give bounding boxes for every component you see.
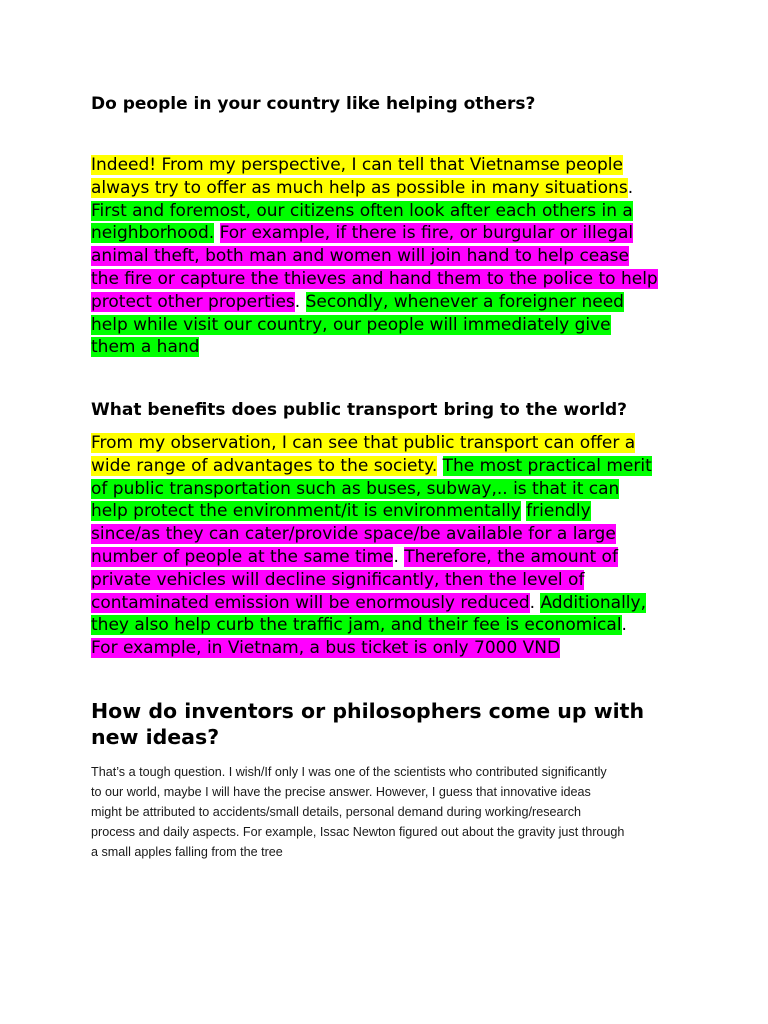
question-helping-others: Do people in your country like helping others? (91, 94, 536, 114)
highlighted-text: wide range of advantages to the society. (91, 455, 438, 476)
answer-line: might be attributed to accidents/small details, personal demand during working/research (91, 805, 582, 819)
plain-text: . (621, 615, 627, 636)
highlighted-text: them a hand (91, 337, 200, 358)
highlighted-text: Additionally, (540, 592, 646, 613)
plain-text: . (393, 546, 405, 567)
highlighted-text: since/as they can cater/provide space/be available for a large (91, 524, 616, 545)
answer-line: a small apples falling from the tree (91, 845, 283, 859)
highlighted-text: For example, in Vietnam, a bus ticket is only 7000 VND (91, 638, 561, 659)
highlighted-text: they also help curb the traffic jam, and their fee is economical (91, 615, 622, 636)
highlighted-text: friendly (526, 501, 591, 522)
question-new-ideas-line: How do inventors or philosophers come up with (91, 699, 645, 723)
answer-line: to our world, maybe I will have the precise answer. However, I guess that innovative ideas (91, 785, 591, 799)
answer-line (91, 222, 691, 245)
highlighted-text: contaminated emission will be enormously reduced (91, 592, 530, 613)
highlighted-text: animal theft, both man and women will join hand to help cease (91, 246, 629, 267)
answer-line (91, 592, 691, 615)
highlighted-text: private vehicles will decline significantly, then the level of (91, 569, 585, 590)
plain-text (214, 223, 219, 243)
answer-line (91, 523, 691, 546)
highlighted-text: For example, if there is fire, or burgular or illegal (219, 223, 634, 244)
question-public-transport: What benefits does public transport bring to the world? (91, 400, 628, 420)
highlighted-text: The most practical merit (442, 455, 652, 476)
answer-line (91, 177, 691, 200)
plain-text: . (529, 592, 541, 613)
answer-helping-others (91, 154, 691, 359)
highlighted-text: of public transportation such as buses, subway,.. is that it can (91, 478, 620, 499)
plain-text (437, 456, 442, 476)
highlighted-text: help protect the environment/it is environmentally (91, 501, 521, 522)
highlighted-text: always try to offer as much help as possible in many situations (91, 177, 628, 198)
plain-text: . (294, 291, 306, 312)
answer-line (91, 455, 691, 478)
answer-line (91, 291, 691, 314)
question-new-ideas (91, 698, 691, 750)
answer-line (91, 546, 691, 569)
answer-line (91, 569, 691, 592)
highlighted-text: neighborhood. (91, 223, 215, 244)
answer-line (91, 200, 691, 223)
answer-line (91, 432, 691, 455)
highlighted-text: From my observation, I can see that public transport can offer a (91, 433, 636, 453)
plain-text: . (627, 177, 634, 198)
answer-line: That’s a tough question. I wish/If only I was one of the scientists who contributed significantly (91, 765, 607, 779)
answer-line (91, 478, 691, 501)
highlighted-text: help while visit our country, our people will immediately give (91, 314, 611, 335)
answer-line (91, 500, 691, 523)
highlighted-text: First and foremost, our citizens often look after each others in a (91, 200, 633, 221)
highlighted-text: protect other properties (91, 291, 295, 312)
answer-line (91, 314, 691, 337)
highlighted-text: number of people at the same time (91, 546, 394, 567)
highlighted-text: the fire or capture the thieves and hand them to the police to help (91, 268, 658, 289)
answer-line (91, 268, 691, 291)
answer-line (91, 154, 691, 177)
answer-public-transport (91, 432, 691, 660)
answer-line (91, 245, 691, 268)
answer-line: process and daily aspects. For example, Issac Newton figured out about the gravity just through (91, 825, 625, 839)
answer-new-ideas (91, 762, 691, 862)
answer-line (91, 336, 691, 359)
question-new-ideas-line: new ideas? (91, 725, 220, 749)
answer-line (91, 614, 691, 637)
highlighted-text: Therefore, the amount of (404, 546, 618, 567)
highlighted-text: Indeed! From my perspective, I can tell that Vietnamse people (91, 155, 623, 175)
highlighted-text: Secondly, whenever a foreigner need (305, 291, 624, 312)
answer-line (91, 637, 691, 660)
